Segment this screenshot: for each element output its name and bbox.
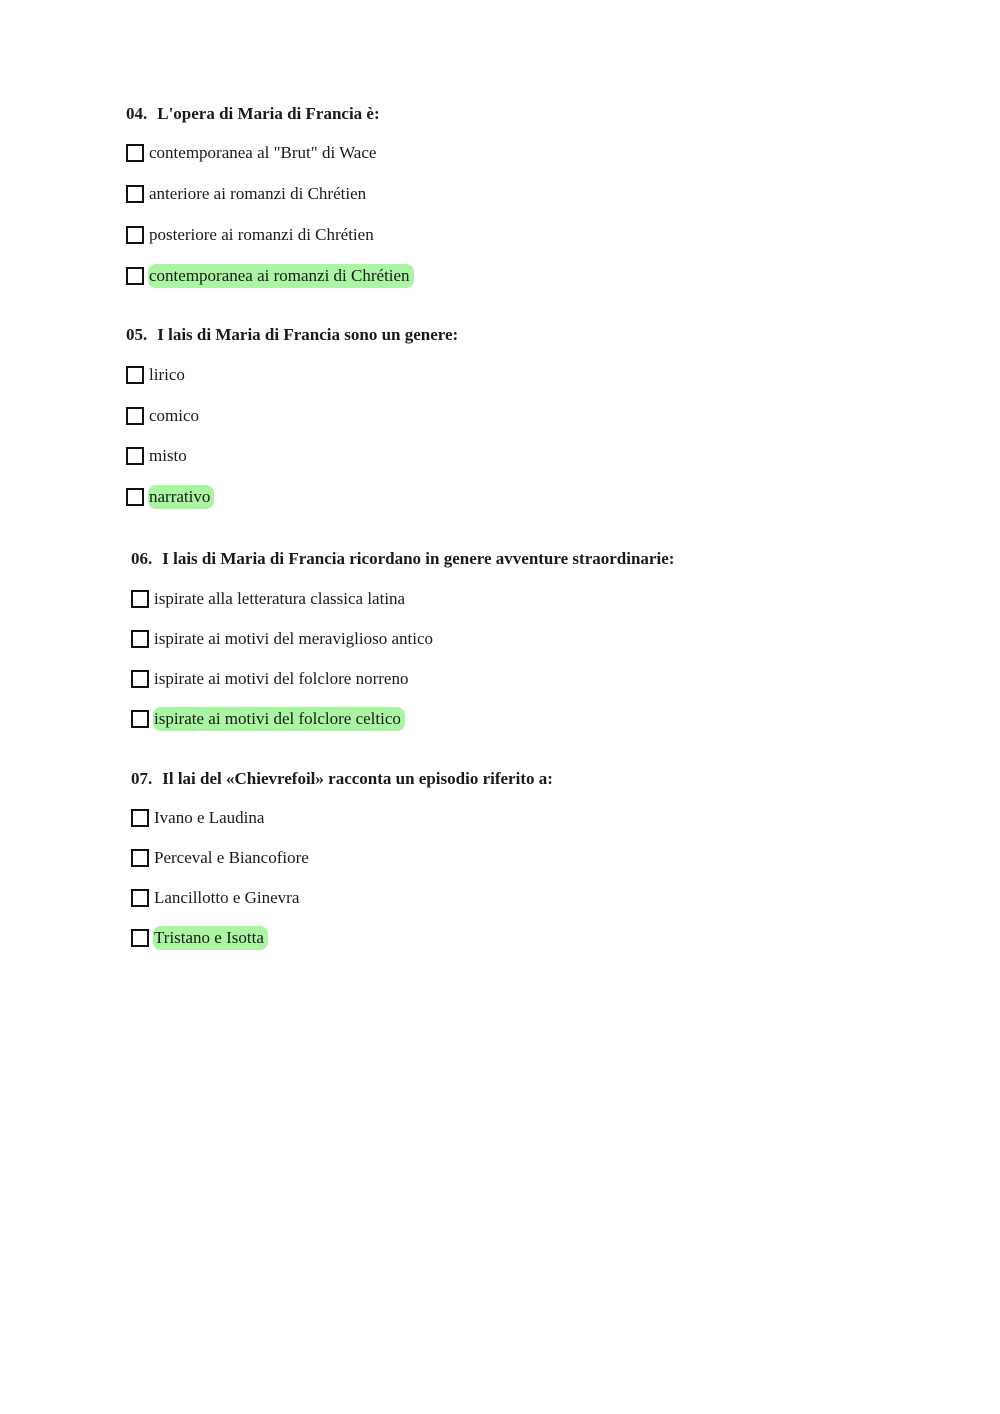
- answer-checkbox[interactable]: [126, 267, 144, 285]
- question-text: L'opera di Maria di Francia è:: [157, 104, 380, 123]
- answer-option[interactable]: [131, 805, 268, 831]
- answer-option[interactable]: [131, 706, 405, 732]
- answer-option[interactable]: [126, 222, 378, 248]
- question-number: 06.: [131, 549, 153, 568]
- answer-option-label: lirico: [149, 365, 185, 384]
- answer-option[interactable]: [126, 484, 214, 510]
- answer-option-label: contemporanea al "Brut" di Wace: [149, 143, 377, 162]
- question-title: [131, 548, 674, 570]
- answer-checkbox[interactable]: [126, 447, 144, 465]
- answer-checkbox[interactable]: [126, 226, 144, 244]
- answer-checkbox[interactable]: [126, 144, 144, 162]
- answer-checkbox[interactable]: [131, 670, 149, 688]
- answer-option[interactable]: [131, 666, 412, 692]
- answer-option[interactable]: [131, 845, 313, 871]
- answer-option[interactable]: [126, 140, 380, 166]
- answer-option-label: Ivano e Laudina: [154, 808, 265, 827]
- question-number: 07.: [131, 769, 153, 788]
- answer-checkbox[interactable]: [131, 710, 149, 728]
- answer-option-label: ispirate alla letteratura classica latina: [154, 589, 406, 608]
- question-title: [126, 103, 380, 125]
- answer-option[interactable]: [131, 885, 303, 911]
- answer-checkbox[interactable]: [126, 407, 144, 425]
- answer-option-label: misto: [149, 446, 187, 465]
- answer-option[interactable]: [126, 181, 370, 207]
- answer-checkbox[interactable]: [131, 849, 149, 867]
- answer-option[interactable]: [126, 443, 191, 469]
- answer-option-label: posteriore ai romanzi di Chrétien: [149, 225, 374, 244]
- answer-option-label: Perceval e Biancofiore: [154, 848, 309, 867]
- answer-option[interactable]: [126, 403, 203, 429]
- question-text: I lais di Maria di Francia ricordano in genere avventure straordinarie:: [162, 549, 675, 568]
- question-text: Il lai del «Chievrefoil» racconta un episodio riferito a:: [162, 769, 553, 788]
- answer-checkbox[interactable]: [126, 185, 144, 203]
- answer-option-label-highlighted: ispirate ai motivi del folclore celtico: [153, 707, 405, 731]
- question-number: 05.: [126, 325, 148, 344]
- question-05: [126, 324, 459, 506]
- question-title: [126, 324, 458, 346]
- question-text: I lais di Maria di Francia sono un genere:: [157, 325, 459, 344]
- answer-option[interactable]: [131, 586, 409, 612]
- answer-option-label-highlighted: contemporanea ai romanzi di Chrétien: [148, 264, 414, 288]
- answer-checkbox[interactable]: [126, 488, 144, 506]
- answer-option[interactable]: [126, 263, 414, 289]
- answer-option-label: ispirate ai motivi del meraviglioso antico: [154, 629, 434, 648]
- question-04: [126, 103, 410, 285]
- answer-option-label: comico: [149, 406, 200, 425]
- question-number: 04.: [126, 104, 148, 123]
- question-title: [131, 768, 553, 790]
- answer-checkbox[interactable]: [131, 809, 149, 827]
- answer-checkbox[interactable]: [131, 889, 149, 907]
- question-06: [131, 548, 675, 728]
- answer-checkbox[interactable]: [131, 929, 149, 947]
- answer-option-label-highlighted: narrativo: [148, 485, 214, 509]
- answer-checkbox[interactable]: [131, 590, 149, 608]
- answer-option[interactable]: [131, 925, 268, 951]
- question-07: [131, 768, 553, 947]
- answer-option-label: Lancillotto e Ginevra: [154, 888, 300, 907]
- answer-option-label: anteriore ai romanzi di Chrétien: [149, 184, 367, 203]
- answer-option-label-highlighted: Tristano e Isotta: [153, 926, 268, 950]
- answer-option[interactable]: [131, 626, 437, 652]
- answer-option[interactable]: [126, 362, 189, 388]
- answer-checkbox[interactable]: [126, 366, 144, 384]
- answer-option-label: ispirate ai motivi del folclore norreno: [154, 669, 409, 688]
- answer-checkbox[interactable]: [131, 630, 149, 648]
